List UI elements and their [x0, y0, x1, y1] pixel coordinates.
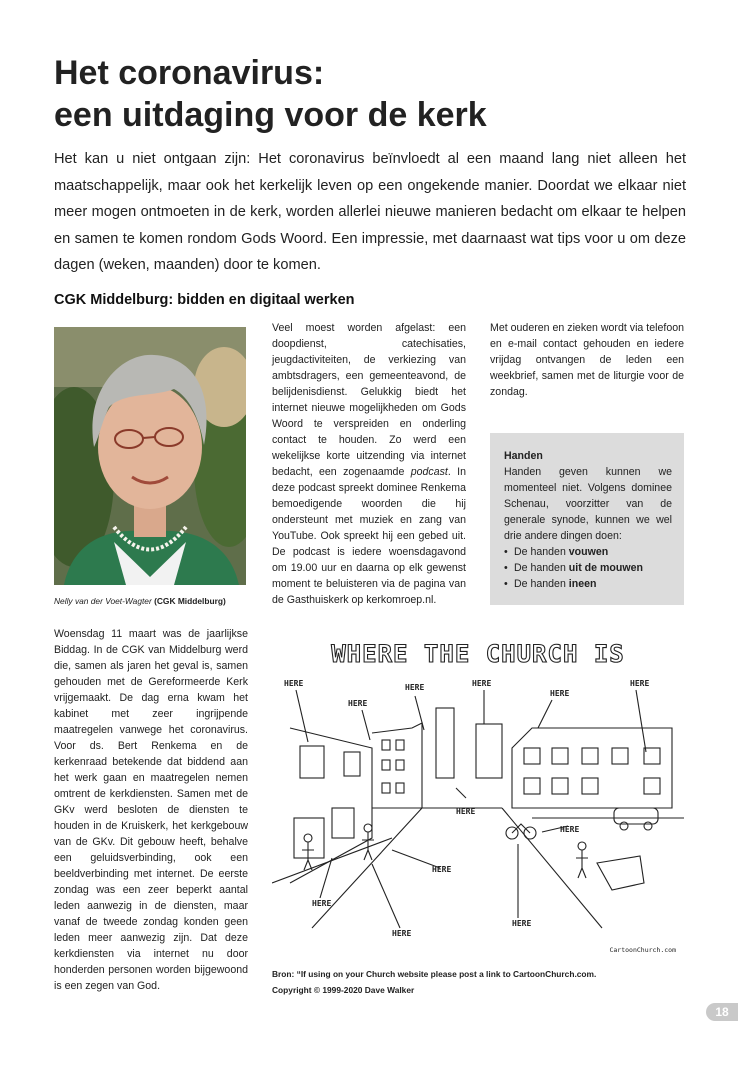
- column-left-text: Woensdag 11 maart was de jaarlijkse Biddag. In de CGK van Middelburg werd die, samen als jaren het geval is, samen gehouden met de Gereformeerde Kerk vrijgemaakt. De dag erna kwam het kabinet met zeer ingrijpende maatregelen vanwege het coronavirus. Voor ds. Bert Renkema en de kerkenraad betekende dat biddend aan het werk gaan en maatregelen nemen omtrent de kerkdiensten. Samen met de GKv werd besloten de diensten te houden in de Kruiskerk, het kerkgebouw van de GKv. Dit gebouw heeft, behalve een geluidsverbinding, ook een beeldverbinding met internet. De eerste zondag was een zeer beperkt aantal leden aanwezig in de diensten, maar vanaf de tweede zondag konden geen leden meer aanwezig zijn. Dat deze kerkdiensten via internet nu door honderden personen worden bijgewoond is een zegen van God.: [54, 628, 248, 992]
- list-item: [504, 560, 672, 576]
- here-label: HERE: [284, 679, 304, 688]
- here-label: HERE: [392, 929, 412, 938]
- portrait-photo: [54, 327, 246, 585]
- caption-name: Nelly van der Voet-Wagter: [54, 596, 152, 606]
- here-label: HERE: [560, 825, 580, 834]
- here-label: HERE: [456, 807, 476, 816]
- cartoon-title: WHERE THE CHURCH IS: [331, 640, 625, 668]
- list-item-bold: uit de mouwen: [568, 562, 643, 574]
- podcast-term: podcast: [410, 466, 448, 478]
- box-title: Handen: [504, 450, 543, 462]
- here-label: HERE: [472, 679, 492, 688]
- title-line-2: een uitdaging voor de kerk: [54, 96, 487, 134]
- box-text: Handen geven kunnen we momenteel niet. Volgens dominee Schenau, voorzitter van de generale synode, kunnen we wel drie andere dingen doen:: [504, 466, 672, 542]
- title-line-1: Het coronavirus:: [54, 54, 325, 92]
- here-label: HERE: [512, 919, 532, 928]
- box-list: [504, 544, 672, 592]
- page-number: 18: [706, 1003, 738, 1021]
- here-label: HERE: [348, 699, 368, 708]
- list-item-prefix: De handen: [514, 546, 569, 558]
- section-heading: CGK Middelburg: bidden en digitaal werken: [54, 292, 355, 308]
- cartoon-signature: CartoonChurch.com: [609, 946, 676, 954]
- column-right-text: Met ouderen en zieken wordt via telefoon en e-mail contact gehouden en iedere vrijdag ontvangen de leden een weekbrief, samen met de liturgie voor de zondag.: [490, 322, 684, 398]
- article-title: [54, 52, 694, 136]
- col-mid-text-2: . In deze podcast spreekt dominee Renkema bemoedigende woorden die hij ondersteunt met muziek en zang van YouTube. Ook spreekt hij een gebed uit. De podcast is iedere woensdagavond om 19.00 uur en daarna op elk gewenst moment te beluisteren via de pagina van de Gasthuiskerk op kerkomroep.nl.: [272, 466, 466, 606]
- intro-paragraph: Het kan u niet ontgaan zijn: Het coronavirus beïnvloedt al een maand lang niet alleen het maatschappelijk, maar ook het kerkelijk leven op een ongekende manier. Doordat we elkaar niet meer mogen ontmoeten in de kerk, worden allerlei nieuwe manieren bedacht om elkaar te helpen en samen te komen rondom Gods Woord. Een impressie, met daarnaast wat tips voor u om deze dagen (weken, maanden) door te komen.: [54, 151, 686, 273]
- cartoon-illustration: [272, 628, 684, 962]
- photo-caption: [54, 596, 226, 606]
- col-mid-text-1: Veel moest worden afgelast: een doopdienst, catechisaties, jeugdactiviteiten, de verkiezing van ambtsdragers, een gemeenteavond, de belijdenisdienst. Gelukkig biedt het internet nieuwe mogelijkheden om Gods Woord te verspreiden en onderling contact te houden. Zo werd een wekelijkse korte uitzending via internet bedacht, een zogenaamde: [272, 322, 466, 478]
- credit-copyright: Copyright © 1999-2020 Dave Walker: [272, 985, 415, 995]
- here-label: HERE: [405, 683, 425, 692]
- list-item-bold: vouwen: [568, 546, 609, 558]
- list-item-prefix: De handen: [514, 578, 569, 590]
- list-item-bold: ineen: [568, 578, 597, 590]
- cartoon-credit: [272, 966, 684, 998]
- here-label: HERE: [432, 865, 452, 874]
- here-label: HERE: [312, 899, 332, 908]
- list-item: [504, 544, 672, 560]
- list-item: [504, 576, 672, 592]
- here-label: HERE: [630, 679, 650, 688]
- list-item-prefix: De handen: [514, 562, 569, 574]
- column-middle-text: [272, 320, 466, 608]
- credit-source: Bron: “If using on your Church website please post a link to CartoonChurch.com.: [272, 969, 597, 979]
- caption-org: (CGK Middelburg): [154, 596, 226, 606]
- handen-sidebar-box: [490, 433, 684, 605]
- here-label: HERE: [550, 689, 570, 698]
